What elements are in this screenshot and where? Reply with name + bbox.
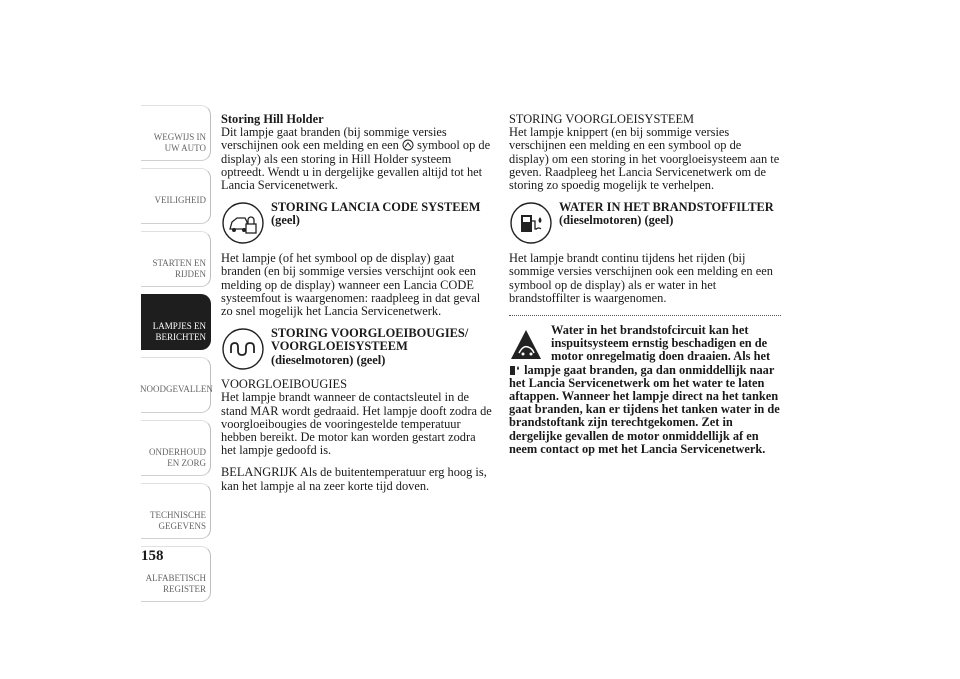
code-system-title: STORING LANCIA CODE SYSTEEM (geel) [271,200,481,228]
chapter-tabs [141,105,211,609]
glow-plug-icon [221,327,265,371]
tab-label: LAMPJES EN BERICHTEN [152,321,206,342]
tab-onderhoud[interactable] [141,420,211,476]
water-in-fuel-inline-icon [509,364,521,376]
tab-label: ALFABETISCH REGISTER [145,573,206,594]
tab-label: TECHNISCHE GEGEVENS [150,510,206,531]
hill-holder-title: Storing Hill Holder [221,112,324,126]
tab-technische[interactable] [141,483,211,539]
water-filter-title: WATER IN HET BRANDSTOFFILTER (dieselmotoren) (geel) [559,200,774,228]
code-system-indicator [221,201,493,245]
code-system-body: Het lampje (of het symbool op de display) gaat branden (en bij sommige versies verschijnt ook een melding op de display) wanneer een Lancia CODE systeemfout is waargenomen: raadpleeg in dat geval zo snel mogelijk het Lancia Servicenetwerk. [221,251,481,319]
preheat-title: STORING VOORGLOEISYSTEEM [509,112,695,126]
tab-noodgevallen[interactable] [141,357,211,413]
preheat-body: Het lampje knippert (en bij sommige versies verschijnen een melding en een symbool op de display) om een storing in het voorgloeisysteem aan te geven. Raadpleeg het Lancia Servicenetwerk om de storing zo spoedig mogelijk te verhelpen. [509,125,780,193]
water-in-fuel-icon [509,201,553,245]
left-column [221,113,493,493]
glow-plug-subtitle: VOORGLOEIBOUGIES [221,377,347,392]
water-filter-body: Het lampje brandt continu tijdens het rijden (bij sommige versies verschijnen ook een melding en een symbool op de display) als er water in het brandstoffilter is waargenomen. [509,251,773,305]
tab-label: VEILIGHEID [154,195,206,205]
glow-plug-indicator [221,327,493,371]
tab-starten[interactable] [141,231,211,287]
car-lock-icon [221,201,265,245]
tab-lampjes[interactable] [141,294,211,350]
tab-wegwijs[interactable] [141,105,211,161]
right-column [509,113,781,456]
glow-plug-title: STORING VOORGLOEIBOUGIES/ VOORGLOEISYSTEEM (dieselmotoren) (geel) [271,326,469,367]
tab-label: WEGWIJS IN UW AUTO [153,132,206,153]
warning-box [509,315,781,456]
tab-label: ONDERHOUD EN ZORG [149,447,206,468]
warning-triangle-icon [509,328,543,362]
hill-holder-icon [402,139,414,151]
important-note: BELANGRIJK Als de buitentemperatuur erg hoog is, kan het lampje al na zeer korte tijd doven. [221,465,487,493]
water-filter-indicator [509,201,781,245]
hill-holder-body: Dit lampje gaat branden (bij sommige versies verschijnen ook een melding en een symbool op de display) als een storing in Hill Holder systeem optreedt. Wendt u in dergelijke gevallen altijd tot het Lancia Servicenetwerk. [221,125,491,193]
glow-plug-body: Het lampje brandt wanneer de contactsleutel in de stand MAR wordt gedraaid. Het lampje dooft zodra de voorgloeibougies de vooringestelde temperatuur hebben bereikt. De motor kan worden gestart zodra het lampje gedoofd is. [221,390,492,458]
tab-veiligheid[interactable] [141,168,211,224]
tab-label: STARTEN EN RIJDEN [152,258,206,279]
tab-label: NOODGEVALLEN [140,384,213,394]
page-number: 158 [141,548,164,564]
warning-text: Water in het brandstofcircuit kan het inspuitsysteem ernstig beschadigen en de motor onregelmatig doen draaien. Als het lampje gaat branden, ga dan onmiddellijk naar het Lancia Servicenetwerk om het water te laten aftappen. Wanneer het lampje direct na het tanken gaat branden, kan er tijdens het tanken water in de brandstoftank zijn terechtgekomen. Zet in dergelijke gevallen de motor onmiddellijk af en neem contact op met het Lancia Servicenetwerk. [509,323,780,456]
